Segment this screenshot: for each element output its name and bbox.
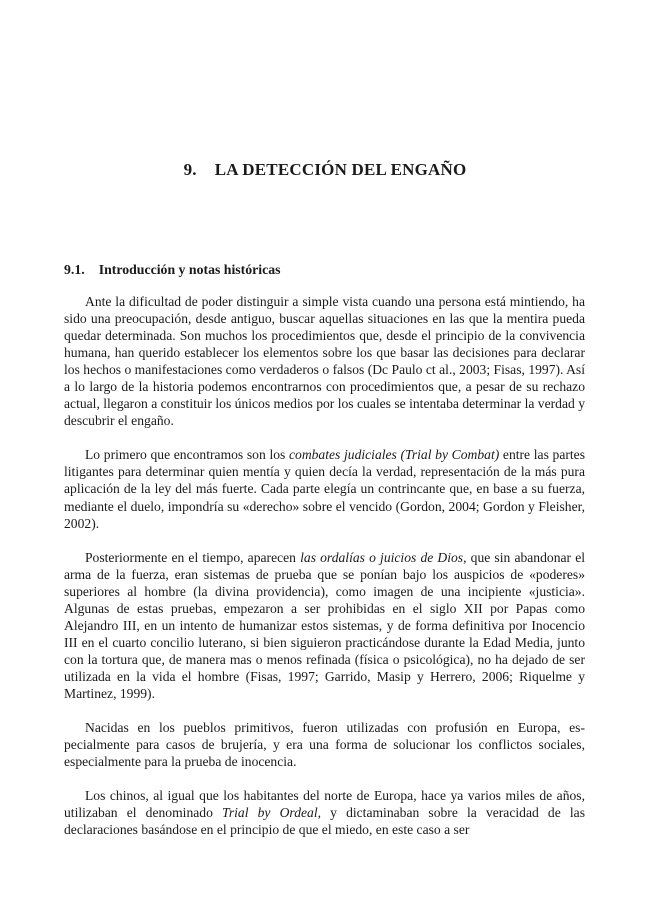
section-number: 9.1. bbox=[64, 262, 85, 277]
paragraph-4-text: Nacidas en los pueblos primitivos, fueron utilizadas con profusión en Europa, especialmente para casos de brujería, y era una forma de solucionar los conflictos sociales, especialmente para la prueba de inocencia. bbox=[64, 720, 585, 770]
paragraph-1-text: Ante la dificultad de poder distinguir a simple vista cuando una persona está mintiendo, ha sido una preocupación, desde antiguo, buscar aquellas situaciones en las que la mentira pueda quedar determinada. Son muchos los procedimientos que, desde el principio de la convivencia humana, han querido establecer los elementos sobre los que basar las decisiones para declarar los hechos o manifestaciones como verdaderos o falsos (Dc Paulo ct al., 2003; Fisas, 1997). Así a lo largo de la historia podemos encontrarnos con procedimientos que, a pesar de su rechazo actual, llegaron a constituir los únicos medios por los cuales se intentaba determinar la verdad y descubrir el engaño. bbox=[64, 294, 585, 429]
section-heading bbox=[64, 262, 281, 278]
paragraph-3-before: Posteriormente en el tiempo, aparecen bbox=[85, 549, 301, 565]
paragraph-5 bbox=[64, 787, 585, 838]
paragraph-3-after: , que sin abandonar el arma de la fuerza, eran sistemas de prueba que se ponían bajo los auspicios de «poderes» superiores al hombre (la divina providencia), como imagen de una incipiente «justicia». Algunas de estas pruebas, empezaron a ser prohibidas en el siglo XII por Papas como Alejandro III, en un intento de humanizar estos sistemas, y de forma definitiva por Inocencio III en el cuarto concilio luterano, si bien siguieron practicándose durante la Edad Media, junto con la tortura que, de manera mas o menos refinada (física o psicológica), no ha dejado de ser utilizada en la vida el hombre (Fisas, 1997; Garrido, Masip y Herrero, 2006; Riquelme y Martinez, 1999). bbox=[64, 549, 586, 701]
paragraph-5-emphasis: Trial by Ordeal bbox=[222, 805, 318, 821]
paragraph-4 bbox=[64, 719, 585, 770]
chapter-title-text: LA DETECCIÓN DEL ENGAÑO bbox=[214, 160, 467, 179]
chapter-title bbox=[0, 160, 650, 180]
chapter-number: 9. bbox=[183, 160, 197, 179]
paragraph-3-emphasis: las ordalías o juicios de Dios bbox=[300, 549, 464, 565]
body-text bbox=[64, 293, 585, 838]
paragraph-1 bbox=[64, 293, 585, 429]
paragraph-5-after: , y dictaminaban sobre la veracidad de las declaraciones basándose en el principio de que el miedo, en este caso a ser bbox=[64, 805, 585, 838]
section-title-text: Introducción y notas históricas bbox=[98, 262, 281, 277]
paragraph-2-before: Lo primero que encontramos son los bbox=[85, 447, 289, 463]
paragraph-2-emphasis: combates judiciales (Trial by Combat) bbox=[288, 447, 500, 463]
paragraph-2 bbox=[64, 446, 585, 531]
paragraph-5-before: Los chinos, al igual que los habitantes del norte de Europa, hace ya varios miles de años, utilizaban el denominado bbox=[64, 788, 585, 821]
paragraph-3 bbox=[64, 549, 585, 702]
paragraph-2-after: entre las partes litigantes para determinar quien mentía y quien decía la verdad, representación de la más pura aplicación de la ley del más fuerte. Cada parte elegía un contrincante que, en base a su fuerza, mediante el duelo, impondría su «derecho» sobre el vencido (Gordon, 2004; Gordon y Fleisher, 2002). bbox=[64, 447, 585, 531]
